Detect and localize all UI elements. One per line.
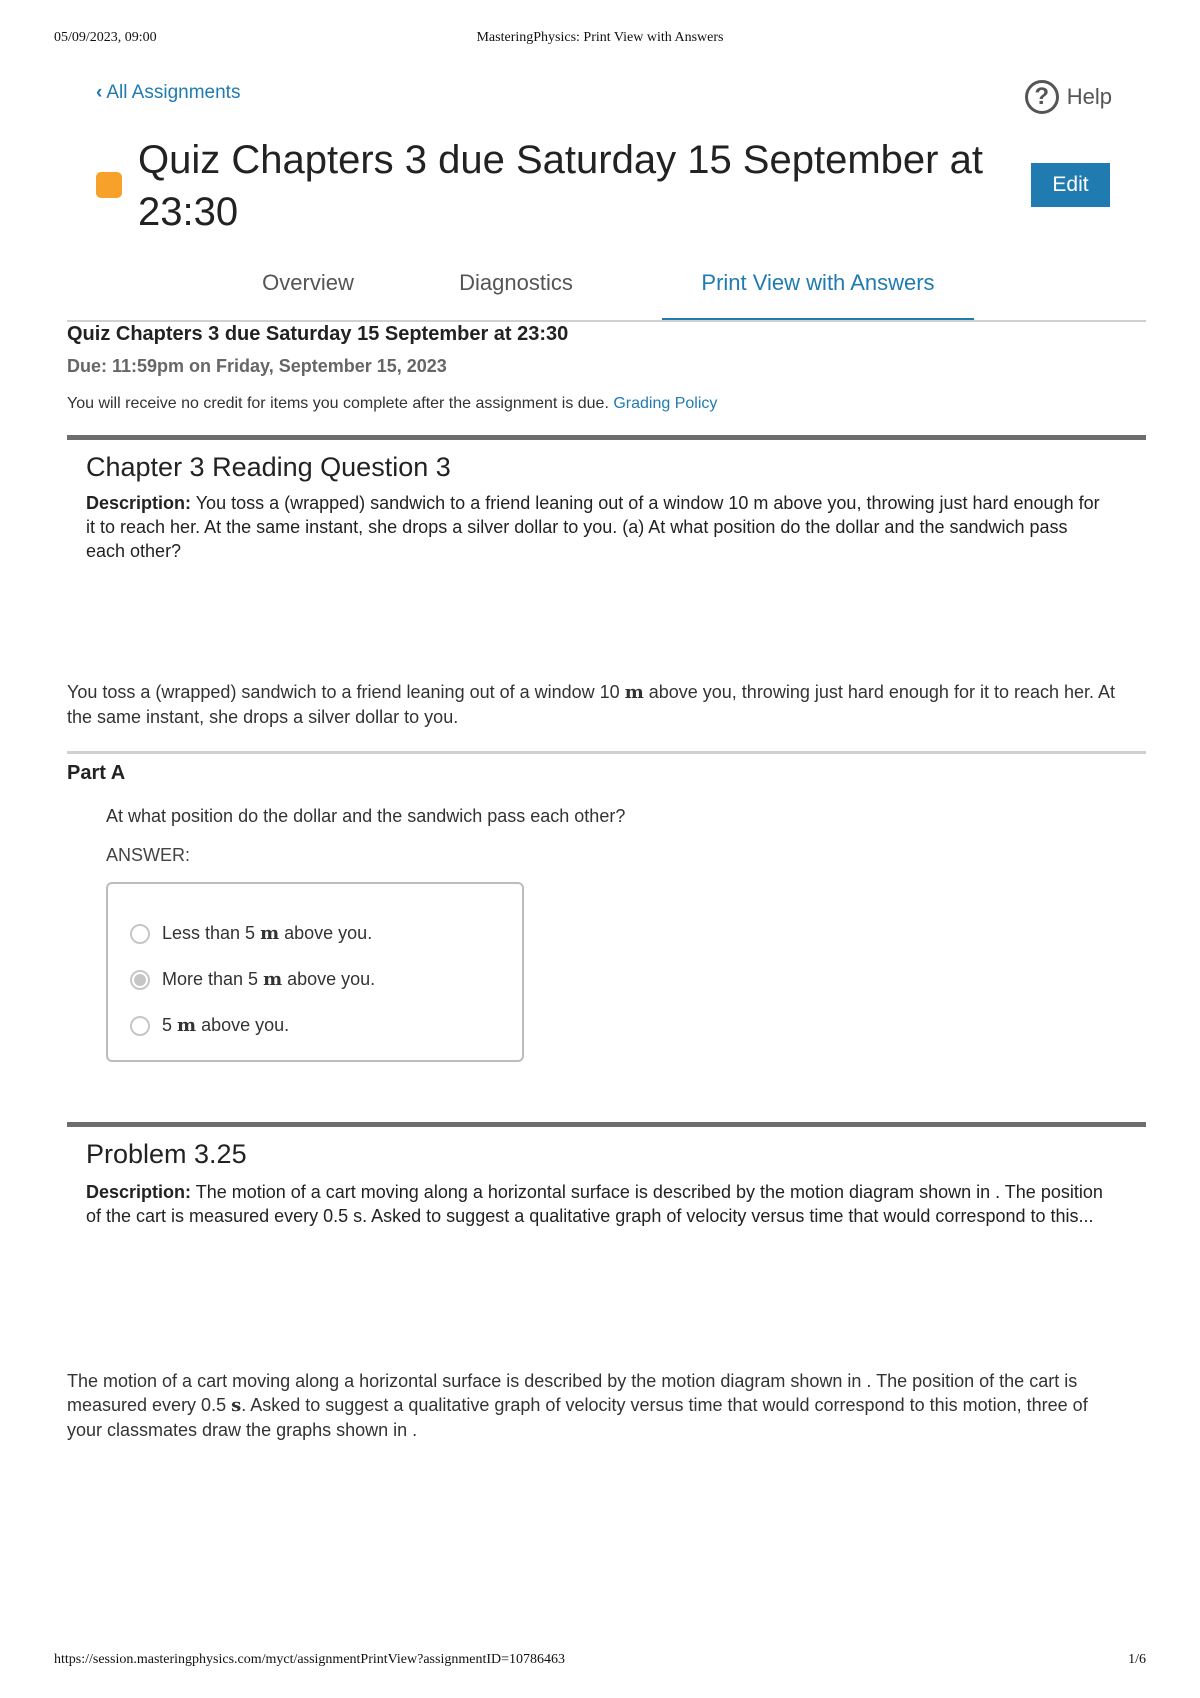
tab-diagnostics[interactable]: Diagnostics	[459, 270, 573, 295]
grading-policy-link[interactable]: Grading Policy	[613, 395, 718, 412]
question-description	[86, 491, 1106, 563]
body-text-after: above you, throwing just hard enough for it to reach her. At the same instant, she drops a silver dollar to you.	[67, 682, 1116, 727]
chevron-left-icon: ‹	[96, 82, 103, 103]
option-text-after: above you.	[196, 1015, 290, 1035]
assignment-title: Quiz Chapters 3 due Saturday 15 September at 23:30	[138, 138, 983, 234]
radio-button-selected[interactable]	[130, 970, 150, 990]
print-header	[54, 30, 1146, 50]
option-text-before: More than 5	[162, 969, 264, 989]
description-label: Description:	[86, 1182, 192, 1202]
option-text-after: above you.	[279, 923, 373, 943]
answer-option[interactable]	[130, 969, 375, 990]
tab-overview[interactable]: Overview	[262, 270, 354, 295]
due-date: Due: 11:59pm on Friday, September 15, 2023	[67, 356, 447, 376]
print-view-title: Quiz Chapters 3 due Saturday 15 September at 23:30	[67, 323, 569, 345]
question-title: Chapter 3 Reading Question 3	[86, 452, 451, 482]
answer-option[interactable]	[130, 923, 372, 944]
unit-symbol: s	[231, 1395, 242, 1416]
edit-button[interactable]: Edit	[1031, 163, 1110, 207]
option-label	[162, 923, 372, 944]
assignment-status-icon	[96, 172, 122, 198]
part-divider	[67, 751, 1146, 754]
option-text-before: Less than 5	[162, 923, 261, 943]
print-document-title: MasteringPhysics: Print View with Answers	[476, 30, 724, 45]
print-date: 05/09/2023, 09:00	[54, 30, 157, 45]
page-url: https://session.masteringphysics.com/myct/assignmentPrintView?assignmentID=10786463	[54, 1652, 566, 1667]
all-assignments-link[interactable]	[96, 82, 240, 104]
unit-symbol: m	[260, 923, 280, 944]
question-body	[67, 1369, 1127, 1442]
body-text-after: . Asked to suggest a qualitative graph of velocity versus time that would correspond to this motion, three of your classmates draw the graphs shown in .	[67, 1395, 1088, 1440]
tab-print-view-with-answers[interactable]: Print View with Answers	[662, 262, 974, 322]
body-text-before: The motion of a cart moving along a horizontal surface is described by the motion diagram shown in . The position of the cart is measured every 0.5	[67, 1371, 1078, 1415]
body-text-before: You toss a (wrapped) sandwich to a friend leaning out of a window 10	[67, 682, 625, 702]
help-icon: ?	[1025, 80, 1059, 114]
answer-box	[106, 882, 524, 1062]
help-button[interactable]	[1025, 80, 1112, 114]
description-text: The motion of a cart moving along a horizontal surface is described by the motion diagram shown in . The position of the cart is measured every 0.5 s. Asked to suggest a qualitative graph of velocity versus time that would correspond to this...	[86, 1182, 1103, 1226]
tab-bar	[208, 262, 978, 322]
print-footer	[54, 1652, 1146, 1672]
tabs-divider	[67, 320, 1146, 322]
description-label: Description:	[86, 493, 192, 513]
question-divider	[67, 1122, 1146, 1127]
option-label	[162, 969, 375, 990]
question-divider	[67, 435, 1146, 440]
help-label: Help	[1066, 84, 1112, 109]
part-title: Part A	[67, 762, 126, 784]
question-body	[67, 680, 1127, 729]
answer-label: ANSWER:	[106, 845, 191, 865]
page-number: 1/6	[1128, 1652, 1146, 1667]
radio-button[interactable]	[130, 1016, 150, 1036]
unit-symbol: m	[263, 969, 283, 990]
question-title: Problem 3.25	[86, 1139, 247, 1169]
credit-text: You will receive no credit for items you complete after the assignment is due.	[67, 395, 609, 412]
description-text: You toss a (wrapped) sandwich to a friend leaning out of a window 10 m above you, throwing just hard enough for it to reach her. At the same instant, she drops a silver dollar to you. (a) At what position do the dollar and the sandwich pass each other?	[86, 493, 1100, 561]
part-question: At what position do the dollar and the sandwich pass each other?	[106, 806, 626, 826]
unit-symbol: m	[177, 1015, 197, 1036]
option-text-after: above you.	[282, 969, 376, 989]
option-text-before: 5	[162, 1015, 178, 1035]
unit-symbol: m	[624, 682, 644, 703]
radio-button[interactable]	[130, 924, 150, 944]
all-assignments-label: All Assignments	[106, 82, 241, 103]
credit-notice	[67, 395, 717, 413]
option-label	[162, 1015, 289, 1036]
question-description	[86, 1180, 1106, 1228]
answer-option[interactable]	[130, 1015, 289, 1036]
